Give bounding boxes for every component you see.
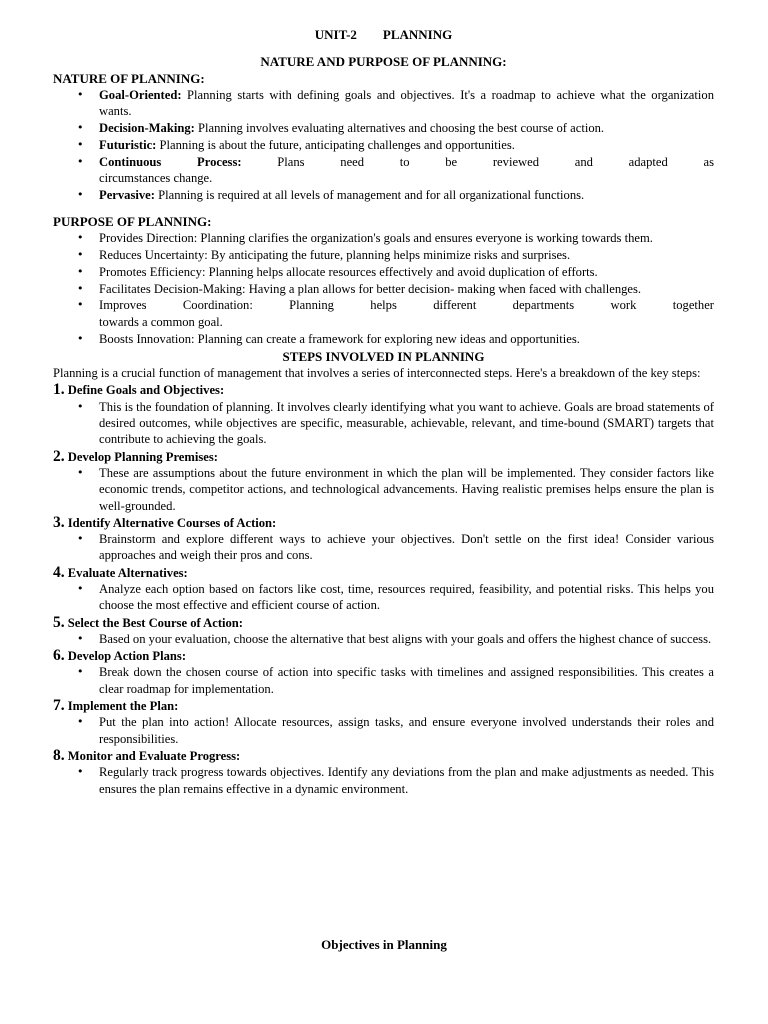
list-item: • Facilitates Decision-Making: Having a plan allows for better decision- making when faced with challenges. [99, 281, 714, 297]
purpose-list [53, 230, 714, 347]
list-item: • Continuous Process: Plans need to be reviewed and adapted as circumstances change. [99, 154, 714, 187]
list-item: • Reduces Uncertainty: By anticipating the future, planning helps minimize risks and surprises. [99, 247, 714, 263]
list-item: • These are assumptions about the future environment in which the plan will be implemented. They consider factors like economic trends, competitor actions, and technological advancements. Having realistic premises helps ensure the plan is well-grounded. [99, 465, 714, 514]
step-7 [53, 698, 714, 747]
objectives-heading: Objectives in Planning [321, 937, 447, 952]
list-item: • This is the foundation of planning. It involves clearly identifying what you want to achieve. Goals are broad statements of desired outcomes, while objectives are specific, measurable, achievable, relevant, and time-bound (SMART) targets that contribute to achieving the goals. [99, 399, 714, 448]
nature-purpose-heading: NATURE AND PURPOSE OF PLANNING: [260, 54, 507, 70]
steps-heading: STEPS INVOLVED IN PLANNING [282, 348, 485, 364]
list-item: • Promotes Efficiency: Planning helps allocate resources effectively and avoid duplication of efforts. [99, 264, 714, 280]
step-heading: 2. Develop Planning Premises: [53, 447, 218, 465]
document-body [53, 27, 714, 797]
step-heading: 3. Identify Alternative Courses of Action: [53, 513, 277, 531]
nature-list [53, 87, 714, 203]
step-1 [53, 382, 714, 447]
steps-intro: Planning is a crucial function of management that involves a series of interconnected steps. Here's a breakdown of the key steps: [53, 366, 701, 381]
list-item: • Futuristic: Planning is about the future, anticipating challenges and opportunities. [99, 137, 714, 153]
step-heading: 4. Evaluate Alternatives: [53, 563, 188, 581]
list-item: • Provides Direction: Planning clarifies the organization's goals and ensures everyone is working towards them. [99, 230, 714, 246]
step-heading: 5. Select the Best Course of Action: [53, 613, 244, 631]
list-item: • Regularly track progress towards objectives. Identify any deviations from the plan and make adjustments as needed. This ensures the plan remains effective in a dynamic environment. [99, 764, 714, 797]
unit-title [53, 27, 714, 43]
list-item: • Pervasive: Planning is required at all levels of management and for all organizational functions. [99, 187, 714, 203]
purpose-heading: PURPOSE OF PLANNING: [53, 213, 212, 229]
step-heading: 8. Monitor and Evaluate Progress: [53, 746, 241, 764]
step-8 [53, 748, 714, 797]
list-item: • Boosts Innovation: Planning can create a framework for exploring new ideas and opportunities. [99, 331, 714, 347]
list-item: • Put the plan into action! Allocate resources, assign tasks, and ensure everyone involved understands their roles and responsibilities. [99, 714, 714, 747]
list-item: • Decision-Making: Planning involves evaluating alternatives and choosing the best course of action. [99, 120, 714, 136]
step-2 [53, 449, 714, 514]
unit-number: UNIT-2 [314, 27, 357, 42]
step-heading: 6. Develop Action Plans: [53, 647, 187, 665]
list-item: • Improves Coordination: Planning helps different departments work together towards a common goal. [99, 297, 714, 330]
step-5 [53, 615, 714, 648]
step-heading: 7. Implement the Plan: [53, 697, 179, 715]
step-6 [53, 648, 714, 697]
list-item: • Goal-Oriented: Planning starts with defining goals and objectives. It's a roadmap to achieve what the organization wants. [99, 87, 714, 120]
list-item: • Break down the chosen course of action into specific tasks with timelines and assigned responsibilities. This creates a clear roadmap for implementation. [99, 664, 714, 697]
unit-name: PLANNING [382, 27, 453, 42]
step-4 [53, 565, 714, 614]
step-heading: 1. Define Goals and Objectives: [53, 381, 225, 399]
list-item: • Analyze each option based on factors like cost, time, resources required, feasibility, and potential risks. This helps you choose the most effective and efficient course of action. [99, 581, 714, 614]
nature-heading: NATURE OF PLANNING: [53, 70, 205, 86]
list-item: • Brainstorm and explore different ways to achieve your objectives. Don't settle on the first idea! Consider various approaches and weigh their pros and cons. [99, 531, 714, 564]
step-3 [53, 515, 714, 564]
list-item: • Based on your evaluation, choose the alternative that best aligns with your goals and offers the highest chance of success. [99, 631, 714, 647]
